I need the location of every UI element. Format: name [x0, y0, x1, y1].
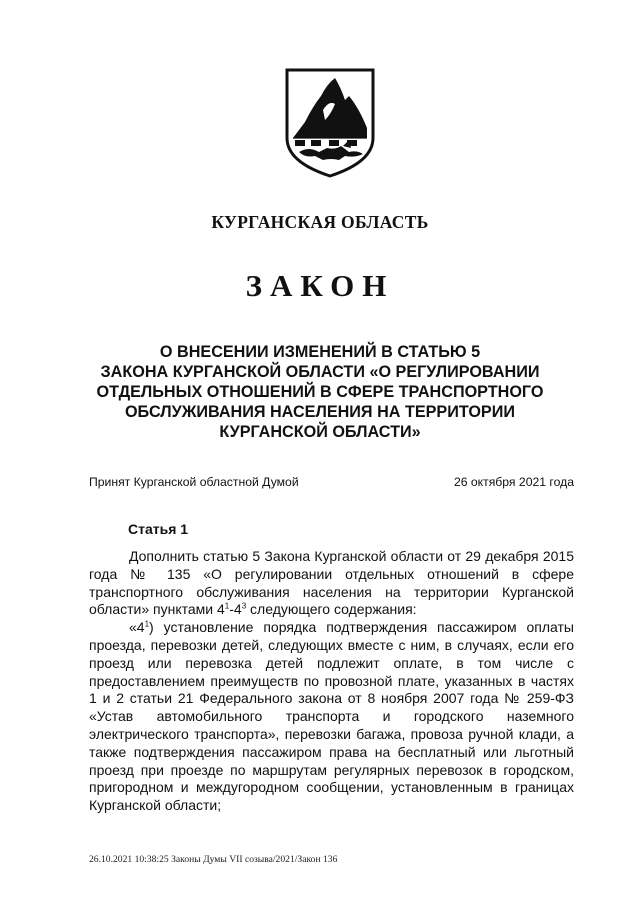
- adopted-by: Принят Курганской областной Думой: [89, 475, 299, 489]
- intro-paragraph: Дополнить статью 5 Закона Курганской области от 29 декабря 2015 года № 135 «О регулировании отдельных отношений в сфере транспортного обслуживания населения на территории Курганской области» пунктами $4^1-4^3$ следующего содержания:: [89, 548, 574, 618]
- title-line: ЗАКОНА КУРГАНСКОЙ ОБЛАСТИ «О РЕГУЛИРОВАНИИ: [100, 363, 540, 381]
- article-heading: Статья 1: [128, 521, 189, 537]
- title-line: О ВНЕСЕНИИ ИЗМЕНЕНИЙ В СТАТЬЮ 5: [159, 343, 481, 361]
- document-type: ЗАКОН: [245, 268, 395, 303]
- region-name: КУРГАНСКАЯ ОБЛАСТЬ: [211, 212, 429, 232]
- item-paragraph: «$4^1$) установление порядка подтверждения пассажиром оплаты проезда, перевозки детей, следующих вместе с ним, в случаях, если его проезд или перевозка детей подлежит оплате, в том числе с предоставлением преимуществ по провозной плате, указанных в частях 1 и 2 статьи 21 Федерального закона от 8 ноября 2007 года № 259-ФЗ «Устав автомобильного транспорта и городского наземного электрического транспорта», перевозки багажа, провоза ручной клади, а также подтверждения пассажиром права на бесплатный или льготный проезд при проезде по маршрутам регулярных перевозок в городском, пригородном и междугородном сообщении, установленным в границах Курганской области;: [89, 619, 574, 814]
- title-line: ОБСЛУЖИВАНИЯ НАСЕЛЕНИЯ НА ТЕРРИТОРИИ: [124, 403, 516, 421]
- title-line: ОТДЕЛЬНЫХ ОТНОШЕНИЙ В СФЕРЕ ТРАНСПОРТНОГО: [96, 383, 544, 401]
- article-body: [89, 548, 574, 815]
- adoption-date: 26 октября 2021 года: [453, 475, 574, 489]
- footer-stamp: 26.10.2021 10:38:25 Законы Думы VII созыва/2021/Закон 136: [89, 854, 338, 865]
- title-line: КУРГАНСКОЙ ОБЛАСТИ»: [219, 423, 421, 441]
- document-title: [60, 342, 580, 442]
- coat-of-arms-icon: [283, 66, 377, 179]
